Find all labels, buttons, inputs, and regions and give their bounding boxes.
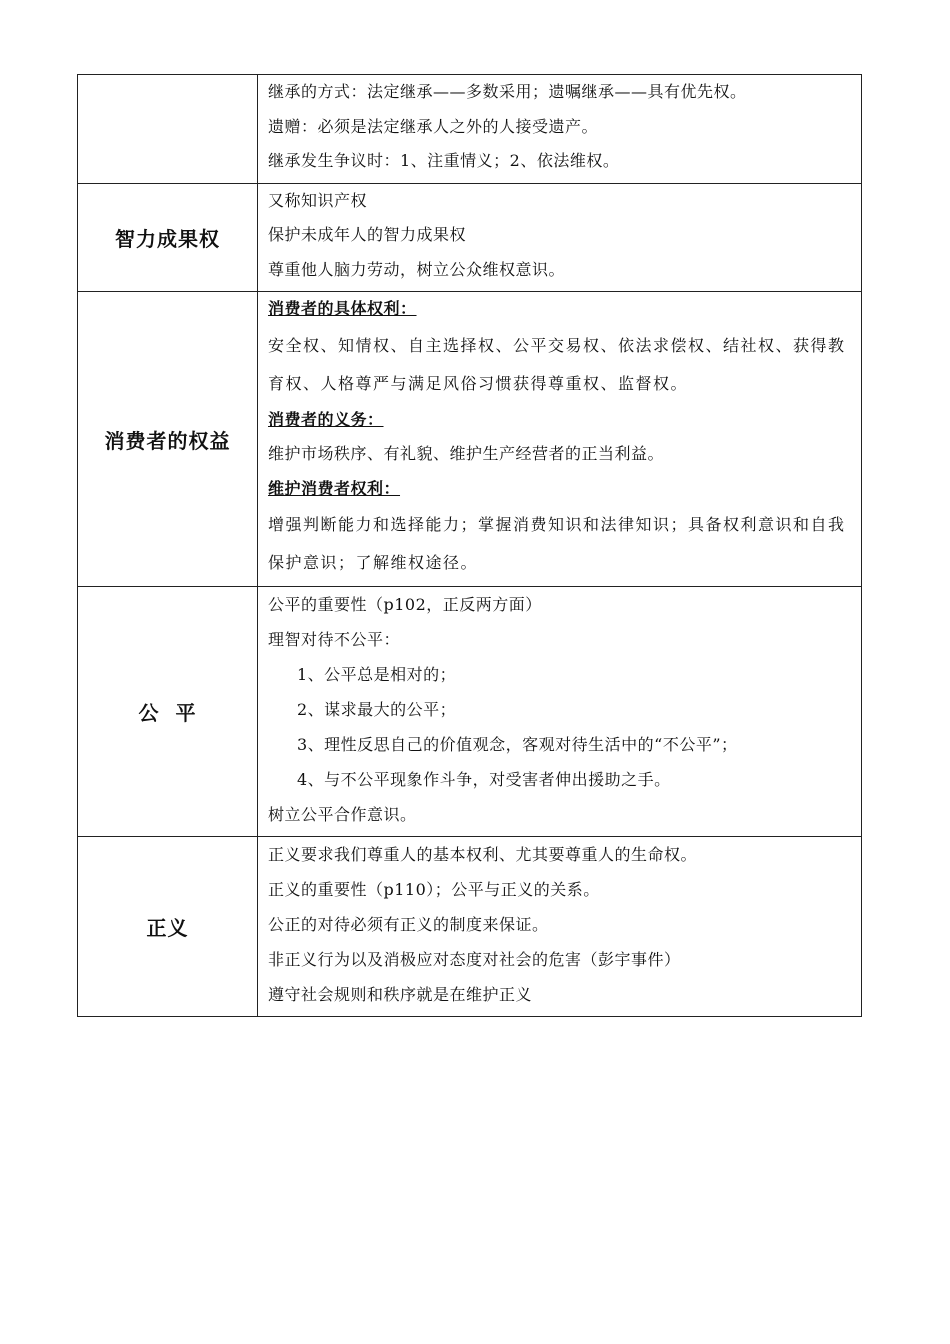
text-line: 正义的重要性（p110）；公平与正义的关系。 — [268, 880, 600, 899]
text-line: 非正义行为以及消极应对态度对社会的危害（彭宇事件） — [268, 950, 681, 969]
topic-cell: 公 平 — [78, 587, 258, 837]
content-cell — [258, 837, 862, 1017]
text-line: 维护市场秩序、有礼貌、维护生产经营者的正当利益。 — [268, 444, 665, 463]
section-heading: 消费者的具体权利： — [268, 299, 417, 318]
table-row-justice — [78, 837, 862, 1017]
topic-cell — [78, 75, 258, 184]
list-item: 4、与不公平现象作斗争，对受害者伸出援助之手。 — [297, 770, 671, 789]
topic-cell: 智力成果权 — [78, 183, 258, 292]
text-line: 又称知识产权 — [268, 190, 368, 210]
text-line: 继承的方式：法定继承——多数采用；遗嘱继承——具有优先权。 — [268, 82, 747, 101]
content-cell — [258, 75, 862, 184]
topic-cell: 正义 — [78, 837, 258, 1017]
text-paragraph: 增强判断能力和选择能力；掌握消费知识和法律知识；具备权利意识和自我保护意识；了解维权途径。 — [268, 515, 846, 572]
text-line: 树立公平合作意识。 — [268, 805, 417, 824]
content-cell — [258, 183, 862, 292]
table-row-consumer-rights — [78, 292, 862, 587]
section-heading: 维护消费者权利： — [268, 478, 401, 498]
list-item: 2、谋求最大的公平； — [297, 700, 457, 719]
table-row-inheritance — [78, 75, 862, 184]
table-row-fairness — [78, 587, 862, 837]
list-item: 1、公平总是相对的； — [297, 665, 457, 684]
section-heading: 消费者的义务： — [268, 409, 384, 429]
text-line: 公正的对待必须有正义的制度来保证。 — [268, 915, 549, 934]
content-cell — [258, 292, 862, 587]
text-paragraph: 安全权、知情权、自主选择权、公平交易权、依法求偿权、结社权、获得教育权、人格尊严与满足风俗习惯获得尊重权、监督权。 — [268, 335, 846, 393]
text-line: 公平的重要性（p102，正反两方面） — [268, 595, 542, 614]
text-line: 继承发生争议时：1、注重情义；2、依法维权。 — [268, 151, 620, 170]
table-row-intellectual-property — [78, 183, 862, 292]
text-line: 遗赠：必须是法定继承人之外的人接受遗产。 — [268, 116, 599, 136]
text-line: 正义要求我们尊重人的基本权利、尤其要尊重人的生命权。 — [268, 845, 698, 864]
list-item: 3、理性反思自己的价值观念，客观对待生活中的“不公平”； — [297, 735, 738, 754]
text-line: 遵守社会规则和秩序就是在维护正义 — [268, 985, 533, 1004]
notes-table — [77, 74, 862, 1017]
text-line: 理智对待不公平： — [268, 630, 401, 649]
content-cell — [258, 587, 862, 837]
topic-cell: 消费者的权益 — [78, 292, 258, 587]
text-line: 尊重他人脑力劳动，树立公众维权意识。 — [268, 259, 566, 279]
text-line: 保护未成年人的智力成果权 — [268, 225, 467, 244]
